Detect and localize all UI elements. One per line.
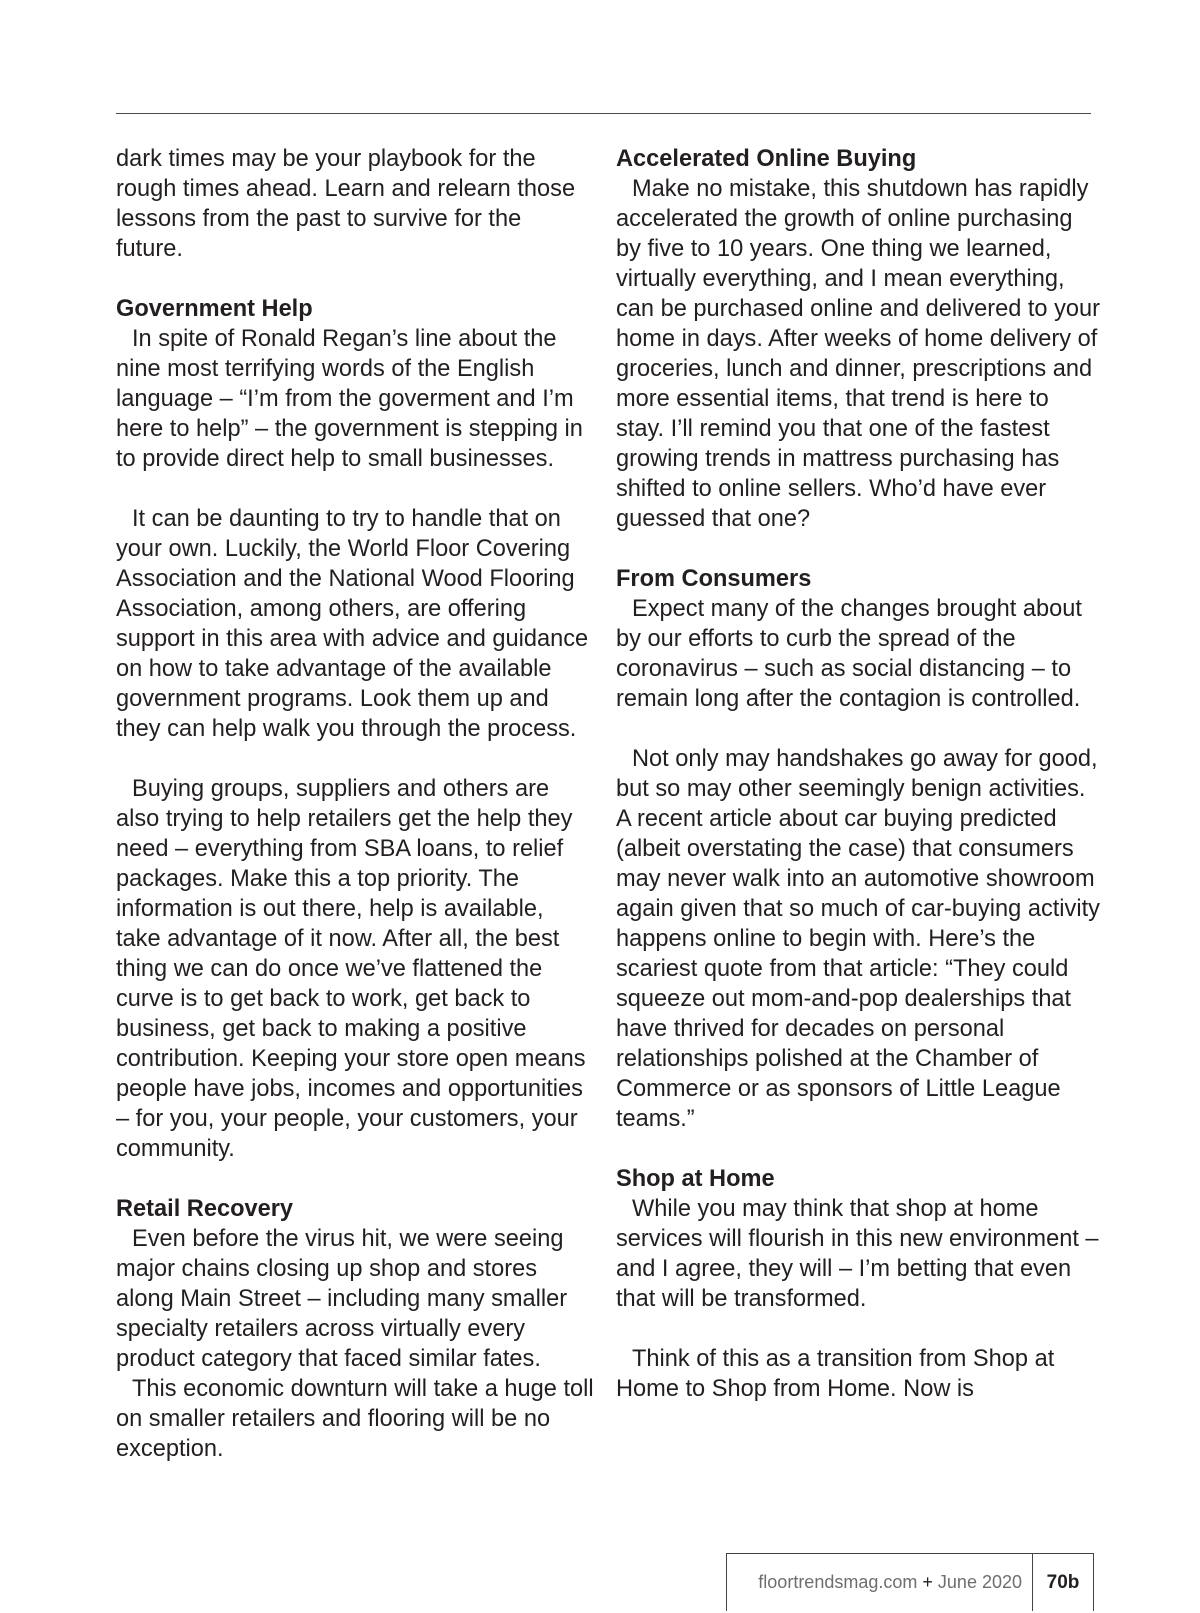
section-heading-retail-recovery: Retail Recovery <box>116 1196 294 1222</box>
footer-date: June 2020 <box>937 1572 1022 1592</box>
footer-site[interactable]: floortrendsmag.com <box>758 1572 918 1592</box>
paragraph: Even before the virus hit, we were seeing major chains closing up shop and stores along Main Street – including many smaller specialty retailers across virtually every product category that faced similar fates. <box>116 1226 568 1372</box>
paragraph: Expect many of the changes brought about by our efforts to curb the spread of the coronavirus – such as social distancing – to remain long after the contagion is controlled. <box>616 596 1082 712</box>
section-heading-government-help: Government Help <box>116 296 313 322</box>
paragraph: dark times may be your playbook for the rough times ahead. Learn and relearn those lessons from the past to survive for the future. <box>116 146 576 262</box>
right-column <box>616 144 1102 1404</box>
paragraph: This economic downturn will take a huge toll on smaller retailers and flooring will be no exception. <box>116 1376 594 1462</box>
paragraph: Think of this as a transition from Shop at Home to Shop from Home. Now is <box>616 1346 1055 1402</box>
page-number: 70b <box>1046 1571 1080 1593</box>
page-footer <box>726 1553 1094 1611</box>
paragraph: It can be daunting to try to handle that on your own. Luckily, the World Floor Covering Association and the National Wood Flooring Association, among others, are offering support in this area with advice and guidance on how to take advantage of the available government programs. Look them up and they can help walk you through the process. <box>116 506 589 742</box>
left-column <box>116 144 594 1464</box>
footer-site-date <box>727 1572 1032 1593</box>
section-heading-accelerated-online-buying: Accelerated Online Buying <box>616 146 917 172</box>
paragraph: While you may think that shop at home services will flourish in this new environment – and I agree, they will – I’m betting that even that will be transformed. <box>616 1196 1099 1312</box>
top-rule <box>116 113 1091 114</box>
paragraph: Buying groups, suppliers and others are also trying to help retailers get the help they need – everything from SBA loans, to relief packages. Make this a top priority. The information is out there, help is available, take advantage of it now. After all, the best thing we can do once we’ve flattened the curve is to get back to work, get back to business, get back to making a positive contribution. Keeping your store open means people have jobs, incomes and opportunities – for you, your people, your customers, your community. <box>116 776 586 1162</box>
paragraph: Not only may handshakes go away for good, but so may other seemingly benign activities. A recent article about car buying predicted (albeit overstating the case) that consumers may never walk into an automotive showroom again given that so much of car-buying activity happens online to begin with. Here’s the scariest quote from that article: “They could squeeze out mom-and-pop dealerships that have thrived for decades on personal relationships polished at the Chamber of Commerce or as sponsors of Little League teams.” <box>616 746 1100 1132</box>
section-heading-shop-at-home: Shop at Home <box>616 1166 775 1192</box>
paragraph: In spite of Ronald Regan’s line about the nine most terrifying words of the English language – “I’m from the goverment and I’m here to help” – the government is stepping in to provide direct help to small businesses. <box>116 326 583 472</box>
paragraph: Make no mistake, this shutdown has rapidly accelerated the growth of online purchasing by five to 10 years. One thing we learned, virtually everything, and I mean everything, can be purchased online and delivered to your home in days. After weeks of home delivery of groceries, lunch and dinner, prescriptions and more essential items, that trend is here to stay. I’ll remind you that one of the fastest growing trends in mattress purchasing has shifted to online sellers. Who’d have ever guessed that one? <box>616 176 1101 532</box>
footer-separator: + <box>922 1572 933 1592</box>
section-heading-from-consumers: From Consumers <box>616 566 812 592</box>
